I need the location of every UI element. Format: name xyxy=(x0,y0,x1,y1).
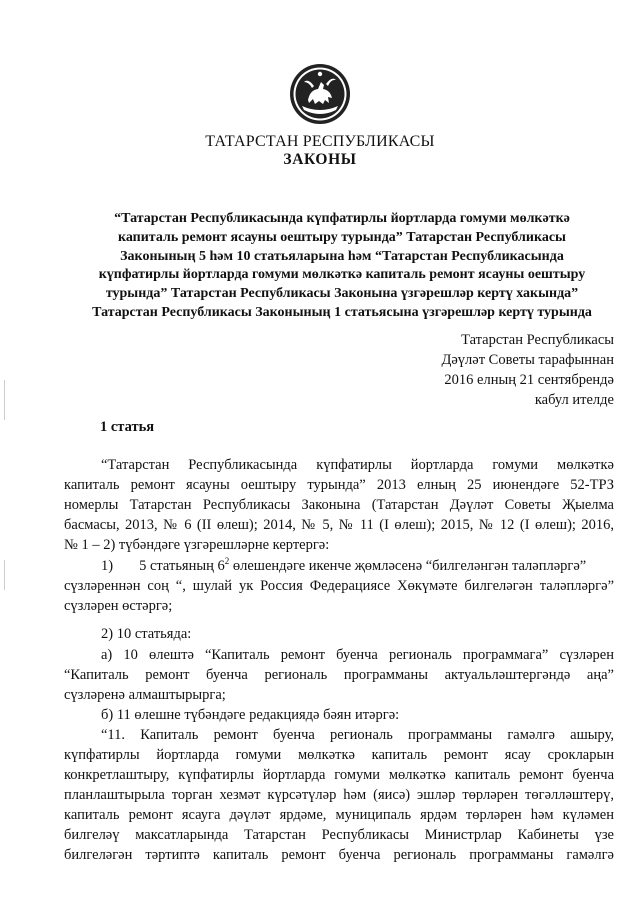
item-text: 5 статьяның 6 xyxy=(139,558,225,574)
quote-line: капиталь ремонт ясауга дәүләт ярдәме, муниципаль ярдәм төрләрен һәм күләмен xyxy=(64,807,614,823)
article-heading: 1 статья xyxy=(100,419,155,435)
paragraph-line: “Татарстан Республикасында күпфатирлы йортларда гомуми мөлкәткә xyxy=(101,457,614,473)
paragraph-line: басмасы, 2013, № 6 (II өлеш); 2014, № 5, № 11 (I өлеш); 2015, № 12 (I өлеш); 2016, xyxy=(64,517,614,533)
adoption-note xyxy=(441,330,614,410)
paragraph-line: б) 11 өлешне түбәндәге редакциядә бәян итәргә: xyxy=(101,707,400,723)
article-intro xyxy=(64,455,614,555)
paragraph-line: номерлы Татарстан Республикасы Законына (Татарстан Дәүләт Советы Җыелма xyxy=(64,497,614,513)
tatarstan-emblem-icon xyxy=(288,62,352,126)
adoption-line: 2016 елның 21 сентябрендә xyxy=(444,372,614,388)
paragraph-line xyxy=(64,556,614,576)
law-title-line: Законының 5 һәм 10 статьяларына һәм “Татарстан Республикасында xyxy=(120,248,564,264)
paragraph-line: № 1 – 2) түбәндәге үзгәрешләрне кертергә: xyxy=(64,537,330,553)
item-2 xyxy=(64,624,614,865)
law-title-line: турында” Татарстан Республикасы Законына үзгәрешләр кертү хакында” xyxy=(105,286,579,302)
paragraph-line: “Капиталь ремонт буенча региональ программаны актуальләштергәндә аңа” xyxy=(64,667,614,683)
adoption-line: кабул ителде xyxy=(534,392,614,408)
item-number: 1) xyxy=(101,558,114,574)
paragraph-line: а) 10 өлештә “Капиталь ремонт буенча региональ программага” сүзләрен xyxy=(101,647,614,663)
quote-line: күпфатирлы йортларда гомуми мөлкәткә капиталь ремонт ясау срокларын xyxy=(64,747,614,763)
paragraph-line: 2) 10 статьяда: xyxy=(101,626,192,642)
quote-line: планлаштырыла торган хезмәт күрсәтүләр һәм (яисә) эшләр төрләрен төгәлләштерү, xyxy=(64,787,614,803)
quote-line: билгеләү максатларында Татарстан Республикасы Министрлар Кабинеты үзе xyxy=(64,827,614,843)
adoption-line: Татарстан Республикасы xyxy=(461,332,614,348)
paragraph-line: сүзләрен өстәргә; xyxy=(64,598,173,614)
scan-edge-mark xyxy=(4,380,5,420)
law-title-line: күпфатирлы йортларда гомуми мөлкәткә капиталь ремонт ясауны оештыру xyxy=(98,267,586,283)
quote-line: билгеләгән тәртиптә капиталь ремонт буенча региональ программаны гамәлгә xyxy=(64,847,614,863)
adoption-line: Дәүләт Советы тарафыннан xyxy=(441,352,614,368)
paragraph-line: сүзләреннән соң “, шулай ук Россия Федерациясе Хөкүмәте билгеләгән таләпләргә” xyxy=(64,578,614,594)
law-title-line: Татарстан Республикасы Законының 1 статьясына үзгәрешләр кертү турында xyxy=(92,304,592,320)
quote-line: конкретлаштыру, күпфатирлы йортларда гомуми мөлкәткә капиталь ремонт буенча xyxy=(64,767,614,783)
item-1 xyxy=(64,556,614,616)
quote-line: “11. Капиталь ремонт буенча региональ программаны гамәлгә ашыру, xyxy=(101,727,614,743)
law-title-line: “Татарстан Республикасында күпфатирлы йортларда гомуми мөлкәткә xyxy=(114,211,570,226)
scan-edge-mark xyxy=(4,560,5,590)
item-text: өлешендәге икенче җөмләсенә “билгеләнгән таләпләргә” xyxy=(229,558,587,574)
paragraph-line: сүзләренә алмаштырырга; xyxy=(64,687,226,703)
law-label: ЗАКОНЫ xyxy=(283,151,357,168)
law-title xyxy=(72,210,612,323)
republic-name: ТАТАРСТАН РЕСПУБЛИКАСЫ xyxy=(205,133,435,150)
paragraph-line: капиталь ремонт ясауны оештыру турында” 2013 елның 25 июнендәге 52-ТРЗ xyxy=(64,477,614,493)
law-title-line: капиталь ремонт ясауны оештыру турында” Татарстан Республикасы xyxy=(118,229,566,245)
superscript: 2 xyxy=(224,556,230,567)
